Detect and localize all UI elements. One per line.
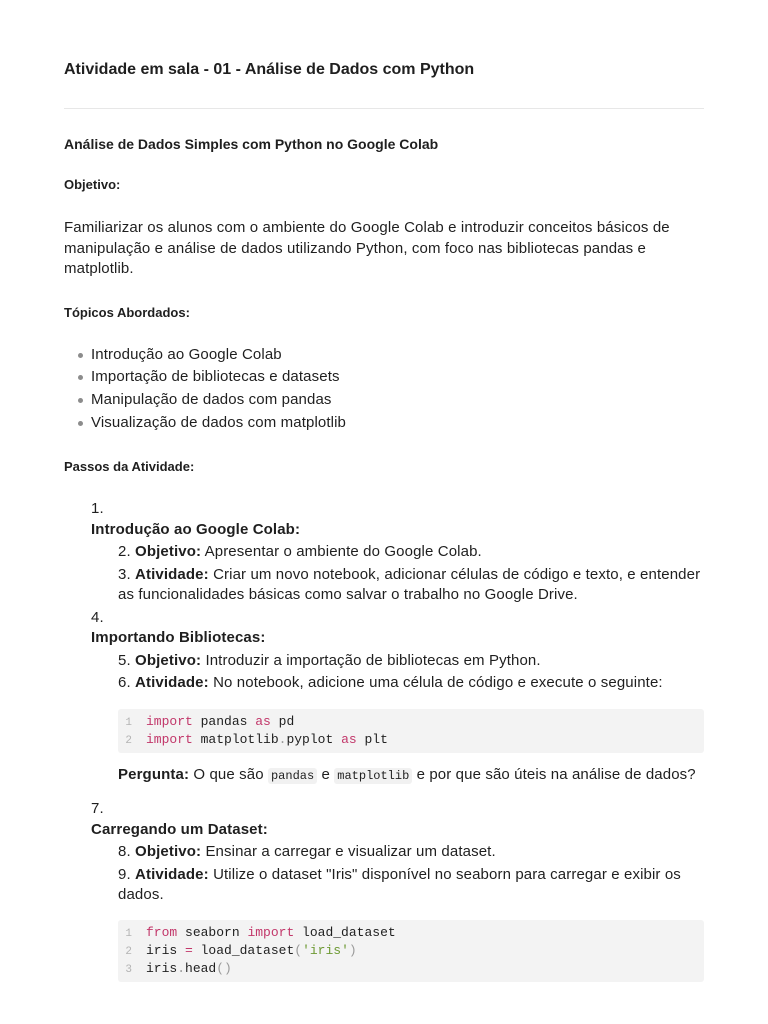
code-text: pyplot bbox=[286, 731, 342, 747]
topic-text: Visualização de dados com matplotlib bbox=[91, 413, 347, 431]
code-text: head bbox=[185, 960, 217, 976]
step-item-text: Utilize o dataset "Iris" disponível no seaborn para carregar e exibir os dados. bbox=[118, 865, 681, 904]
bullet-icon bbox=[78, 398, 83, 403]
inline-code: matplotlib bbox=[334, 768, 412, 784]
topic-text: Manipulação de dados com pandas bbox=[91, 390, 332, 408]
step-item bbox=[64, 651, 704, 672]
topic-item bbox=[91, 366, 704, 389]
code-keyword: import bbox=[247, 924, 295, 940]
code-operator: = bbox=[185, 942, 193, 958]
code-block bbox=[118, 709, 704, 753]
code-line bbox=[118, 731, 704, 749]
step-number: 1. bbox=[91, 500, 104, 518]
line-number: 2 bbox=[125, 734, 132, 747]
objective-text: Familiarizar os alunos com o ambiente do Google Colab e introduzir conceitos básicos de manipulação e análise de dados utilizando Python, com foco nas bibliotecas pandas e matplotlib. bbox=[64, 219, 670, 277]
step-item bbox=[64, 542, 704, 563]
code-keyword: from bbox=[146, 924, 178, 940]
question-text: O que são bbox=[193, 766, 264, 784]
objective-label: Objetivo: bbox=[64, 177, 121, 192]
code-text: matplotlib bbox=[192, 731, 279, 747]
code-keyword: import bbox=[146, 731, 193, 747]
code-keyword: as bbox=[255, 713, 271, 729]
step-item-text: No notebook, adicione uma célula de código e execute o seguinte: bbox=[213, 674, 663, 692]
topic-text: Importação de bibliotecas e datasets bbox=[91, 368, 340, 386]
code-text: plt bbox=[356, 731, 388, 747]
code-punctuation: ) bbox=[348, 942, 357, 958]
step-item-text: Introduzir a importação de bibliotecas em Python. bbox=[205, 651, 541, 669]
code-text: load_dataset bbox=[192, 942, 295, 958]
code-block bbox=[118, 920, 704, 982]
step-title: Introdução ao Google Colab: bbox=[91, 520, 301, 538]
line-number: 2 bbox=[125, 945, 132, 958]
step-number: 4. bbox=[91, 608, 104, 626]
question bbox=[64, 765, 704, 787]
step-item-text: Criar um novo notebook, adicionar células de código e texto, e entender as funcionalidades básicas como salvar o trabalho no Google Drive. bbox=[118, 565, 701, 604]
code-punctuation: . bbox=[278, 731, 287, 747]
code-line bbox=[118, 713, 704, 731]
step-item-number: 3. bbox=[118, 565, 131, 583]
step-item-number: 9. bbox=[118, 865, 131, 883]
code-text: pd bbox=[270, 713, 295, 729]
question-text: e bbox=[321, 766, 330, 784]
code-punctuation: () bbox=[216, 960, 232, 976]
line-number: 1 bbox=[125, 927, 132, 940]
code-keyword: import bbox=[146, 713, 193, 729]
bullet-icon bbox=[78, 375, 83, 380]
page-title: Atividade em sala - 01 - Análise de Dados com Python bbox=[64, 61, 475, 78]
step-item-label: Objetivo: bbox=[135, 843, 202, 861]
step-item-label: Objetivo: bbox=[135, 651, 202, 669]
code-text: pandas bbox=[192, 713, 256, 729]
step-item-number: 2. bbox=[118, 543, 131, 561]
line-number: 3 bbox=[125, 963, 132, 976]
step-item-label: Objetivo: bbox=[135, 543, 202, 561]
code-string: 'iris' bbox=[302, 942, 349, 958]
step-section bbox=[64, 608, 704, 787]
step-item bbox=[64, 565, 704, 606]
topic-text: Introdução ao Google Colab bbox=[91, 345, 282, 363]
step-title: Carregando um Dataset: bbox=[91, 820, 268, 838]
step-section bbox=[64, 499, 704, 606]
step-item bbox=[64, 842, 704, 863]
bullet-icon bbox=[78, 421, 83, 426]
step-item-number: 5. bbox=[118, 651, 131, 669]
code-line bbox=[118, 942, 704, 960]
inline-code: pandas bbox=[268, 768, 317, 784]
code-line bbox=[118, 960, 704, 978]
topics-label: Tópicos Abordados: bbox=[64, 304, 190, 320]
code-punctuation: ( bbox=[294, 942, 303, 958]
step-item-number: 6. bbox=[118, 674, 131, 692]
question-label: Pergunta: bbox=[118, 766, 190, 784]
code-text: iris bbox=[146, 942, 186, 958]
topics-list bbox=[64, 344, 704, 435]
step-item-number: 8. bbox=[118, 843, 131, 861]
code-text: iris bbox=[146, 960, 178, 976]
step-item-label: Atividade: bbox=[135, 565, 209, 583]
topic-item bbox=[91, 389, 704, 412]
step-title: Importando Bibliotecas: bbox=[91, 629, 266, 647]
steps-label: Passos da Atividade: bbox=[64, 459, 195, 475]
step-item bbox=[64, 865, 704, 906]
code-text: seaborn bbox=[177, 924, 248, 940]
step-number: 7. bbox=[91, 800, 104, 818]
code-line bbox=[118, 924, 704, 942]
step-item-text: Apresentar o ambiente do Google Colab. bbox=[204, 543, 482, 561]
line-number: 1 bbox=[125, 716, 132, 729]
title-divider bbox=[64, 108, 704, 109]
bullet-icon bbox=[78, 353, 83, 358]
code-text: load_dataset bbox=[294, 924, 396, 940]
step-section bbox=[64, 799, 704, 982]
code-keyword: as bbox=[341, 731, 357, 747]
topic-item bbox=[91, 412, 704, 435]
section-heading: Análise de Dados Simples com Python no Google Colab bbox=[64, 136, 439, 152]
step-item-label: Atividade: bbox=[135, 865, 209, 883]
topic-item bbox=[91, 344, 704, 367]
step-item-text: Ensinar a carregar e visualizar um dataset. bbox=[205, 843, 496, 861]
code-punctuation: . bbox=[177, 960, 186, 976]
question-text: e por que são úteis na análise de dados? bbox=[416, 766, 696, 784]
steps-list bbox=[64, 499, 704, 982]
step-item bbox=[64, 673, 704, 694]
step-item-label: Atividade: bbox=[135, 674, 209, 692]
